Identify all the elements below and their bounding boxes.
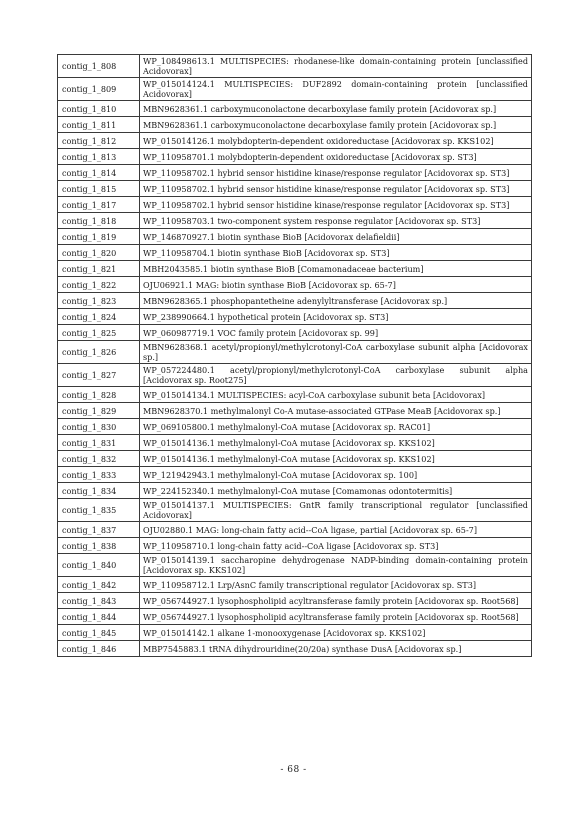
- table-row: [58, 341, 532, 364]
- protein-description-cell: WP_224152340.1 methylmalonyl-CoA mutase [Comamonas odontotermitis]: [140, 483, 532, 499]
- table-row: [58, 181, 532, 197]
- table-row: [58, 419, 532, 435]
- protein-description-cell: WP_110958702.1 hybrid sensor histidine kinase/response regulator [Acidovorax sp. ST3]: [140, 197, 532, 213]
- contig-id-cell: contig_1_813: [58, 149, 140, 165]
- protein-description-cell: MBN9628370.1 methylmalonyl Co-A mutase-associated GTPase MeaB [Acidovorax sp.]: [140, 403, 532, 419]
- contig-id-cell: contig_1_817: [58, 197, 140, 213]
- table-row: [58, 609, 532, 625]
- contig-id-cell: contig_1_840: [58, 554, 140, 577]
- table-row: [58, 364, 532, 387]
- protein-description-cell: WP_015014136.1 methylmalonyl-CoA mutase [Acidovorax sp. KKS102]: [140, 435, 532, 451]
- table-row: [58, 403, 532, 419]
- protein-description-cell: WP_015014136.1 methylmalonyl-CoA mutase [Acidovorax sp. KKS102]: [140, 451, 532, 467]
- table-row: [58, 229, 532, 245]
- table-row: [58, 522, 532, 538]
- table-row: [58, 197, 532, 213]
- protein-description-cell: WP_110958703.1 two-component system response regulator [Acidovorax sp. ST3]: [140, 213, 532, 229]
- protein-description-cell: MBN9628365.1 phosphopantetheine adenylyltransferase [Acidovorax sp.]: [140, 293, 532, 309]
- contig-id-cell: contig_1_810: [58, 101, 140, 117]
- contig-id-cell: contig_1_829: [58, 403, 140, 419]
- protein-description-cell: WP_015014139.1 saccharopine dehydrogenase NADP-binding domain-containing protein [Acidovorax sp. KKS102]: [140, 554, 532, 577]
- table-row: [58, 451, 532, 467]
- table-row: [58, 149, 532, 165]
- protein-description-cell: WP_056744927.1 lysophospholipid acyltransferase family protein [Acidovorax sp. Root568]: [140, 593, 532, 609]
- contig-id-cell: contig_1_842: [58, 577, 140, 593]
- contig-id-cell: contig_1_833: [58, 467, 140, 483]
- contig-id-cell: contig_1_809: [58, 78, 140, 101]
- protein-description-cell: WP_110958710.1 long-chain fatty acid--CoA ligase [Acidovorax sp. ST3]: [140, 538, 532, 554]
- contig-annotation-table: [57, 54, 532, 657]
- table-row: [58, 78, 532, 101]
- table-row: [58, 165, 532, 181]
- table-row: [58, 499, 532, 522]
- protein-description-cell: WP_015014126.1 molybdopterin-dependent oxidoreductase [Acidovorax sp. KKS102]: [140, 133, 532, 149]
- contig-id-cell: contig_1_821: [58, 261, 140, 277]
- contig-id-cell: contig_1_811: [58, 117, 140, 133]
- table-row: [58, 577, 532, 593]
- page-number: - 68 -: [280, 765, 307, 775]
- contig-id-cell: contig_1_834: [58, 483, 140, 499]
- table-row: [58, 277, 532, 293]
- table-row: [58, 245, 532, 261]
- contig-id-cell: contig_1_828: [58, 387, 140, 403]
- protein-description-cell: WP_110958702.1 hybrid sensor histidine kinase/response regulator [Acidovorax sp. ST3]: [140, 165, 532, 181]
- table-row: [58, 213, 532, 229]
- contig-id-cell: contig_1_808: [58, 55, 140, 78]
- protein-description-cell: WP_238990664.1 hypothetical protein [Acidovorax sp. ST3]: [140, 309, 532, 325]
- table-row: [58, 387, 532, 403]
- table-row: [58, 538, 532, 554]
- contig-id-cell: contig_1_837: [58, 522, 140, 538]
- protein-description-cell: WP_110958712.1 Lrp/AsnC family transcriptional regulator [Acidovorax sp. ST3]: [140, 577, 532, 593]
- protein-description-cell: WP_108498613.1 MULTISPECIES: rhodanese-like domain-containing protein [unclassified Acidovorax]: [140, 55, 532, 78]
- contig-id-cell: contig_1_838: [58, 538, 140, 554]
- contig-id-cell: contig_1_822: [58, 277, 140, 293]
- table-body: [58, 55, 532, 657]
- contig-id-cell: contig_1_832: [58, 451, 140, 467]
- protein-description-cell: WP_060987719.1 VOC family protein [Acidovorax sp. 99]: [140, 325, 532, 341]
- table-row: [58, 625, 532, 641]
- table-row: [58, 483, 532, 499]
- table-row: [58, 593, 532, 609]
- protein-description-cell: WP_015014134.1 MULTISPECIES: acyl-CoA carboxylase subunit beta [Acidovorax]: [140, 387, 532, 403]
- protein-description-cell: WP_110958704.1 biotin synthase BioB [Acidovorax sp. ST3]: [140, 245, 532, 261]
- table-row: [58, 325, 532, 341]
- protein-description-cell: MBN9628368.1 acetyl/propionyl/methylcrotonyl-CoA carboxylase subunit alpha [Acidovorax sp.]: [140, 341, 532, 364]
- protein-description-cell: MBH2043585.1 biotin synthase BioB [Comamonadaceae bacterium]: [140, 261, 532, 277]
- protein-description-cell: WP_110958701.1 molybdopterin-dependent oxidoreductase [Acidovorax sp. ST3]: [140, 149, 532, 165]
- contig-id-cell: contig_1_823: [58, 293, 140, 309]
- contig-id-cell: contig_1_814: [58, 165, 140, 181]
- contig-id-cell: contig_1_825: [58, 325, 140, 341]
- table-row: [58, 554, 532, 577]
- protein-description-cell: WP_015014142.1 alkane 1-monooxygenase [Acidovorax sp. KKS102]: [140, 625, 532, 641]
- protein-description-cell: WP_110958702.1 hybrid sensor histidine kinase/response regulator [Acidovorax sp. ST3]: [140, 181, 532, 197]
- contig-id-cell: contig_1_830: [58, 419, 140, 435]
- protein-description-cell: MBN9628361.1 carboxymuconolactone decarboxylase family protein [Acidovorax sp.]: [140, 101, 532, 117]
- table-row: [58, 435, 532, 451]
- table-row: [58, 293, 532, 309]
- table-row: [58, 117, 532, 133]
- contig-id-cell: contig_1_819: [58, 229, 140, 245]
- protein-description-cell: WP_069105800.1 methylmalonyl-CoA mutase [Acidovorax sp. RAC01]: [140, 419, 532, 435]
- protein-description-cell: MBP7545883.1 tRNA dihydrouridine(20/20a) synthase DusA [Acidovorax sp.]: [140, 641, 532, 657]
- contig-id-cell: contig_1_827: [58, 364, 140, 387]
- table-row: [58, 467, 532, 483]
- protein-description-cell: WP_121942943.1 methylmalonyl-CoA mutase [Acidovorax sp. 100]: [140, 467, 532, 483]
- table-row: [58, 55, 532, 78]
- protein-description-cell: WP_015014137.1 MULTISPECIES: GntR family transcriptional regulator [unclassified Acidovorax]: [140, 499, 532, 522]
- protein-description-cell: MBN9628361.1 carboxymuconolactone decarboxylase family protein [Acidovorax sp.]: [140, 117, 532, 133]
- table-row: [58, 309, 532, 325]
- table-row: [58, 101, 532, 117]
- protein-description-cell: WP_146870927.1 biotin synthase BioB [Acidovorax delafieldii]: [140, 229, 532, 245]
- contig-id-cell: contig_1_818: [58, 213, 140, 229]
- contig-id-cell: contig_1_845: [58, 625, 140, 641]
- contig-id-cell: contig_1_815: [58, 181, 140, 197]
- protein-description-cell: OJU06921.1 MAG: biotin synthase BioB [Acidovorax sp. 65-7]: [140, 277, 532, 293]
- contig-id-cell: contig_1_835: [58, 499, 140, 522]
- contig-id-cell: contig_1_844: [58, 609, 140, 625]
- protein-description-cell: WP_057224480.1 acetyl/propionyl/methylcrotonyl-CoA carboxylase subunit alpha [Acidovorax sp. Root275]: [140, 364, 532, 387]
- contig-id-cell: contig_1_843: [58, 593, 140, 609]
- table-row: [58, 133, 532, 149]
- contig-id-cell: contig_1_824: [58, 309, 140, 325]
- table-row: [58, 641, 532, 657]
- protein-description-cell: WP_015014124.1 MULTISPECIES: DUF2892 domain-containing protein [unclassified Acidovorax]: [140, 78, 532, 101]
- contig-id-cell: contig_1_831: [58, 435, 140, 451]
- contig-id-cell: contig_1_846: [58, 641, 140, 657]
- contig-id-cell: contig_1_812: [58, 133, 140, 149]
- protein-description-cell: WP_056744927.1 lysophospholipid acyltransferase family protein [Acidovorax sp. Root568]: [140, 609, 532, 625]
- protein-description-cell: OJU02880.1 MAG: long-chain fatty acid--CoA ligase, partial [Acidovorax sp. 65-7]: [140, 522, 532, 538]
- contig-id-cell: contig_1_820: [58, 245, 140, 261]
- contig-id-cell: contig_1_826: [58, 341, 140, 364]
- table-row: [58, 261, 532, 277]
